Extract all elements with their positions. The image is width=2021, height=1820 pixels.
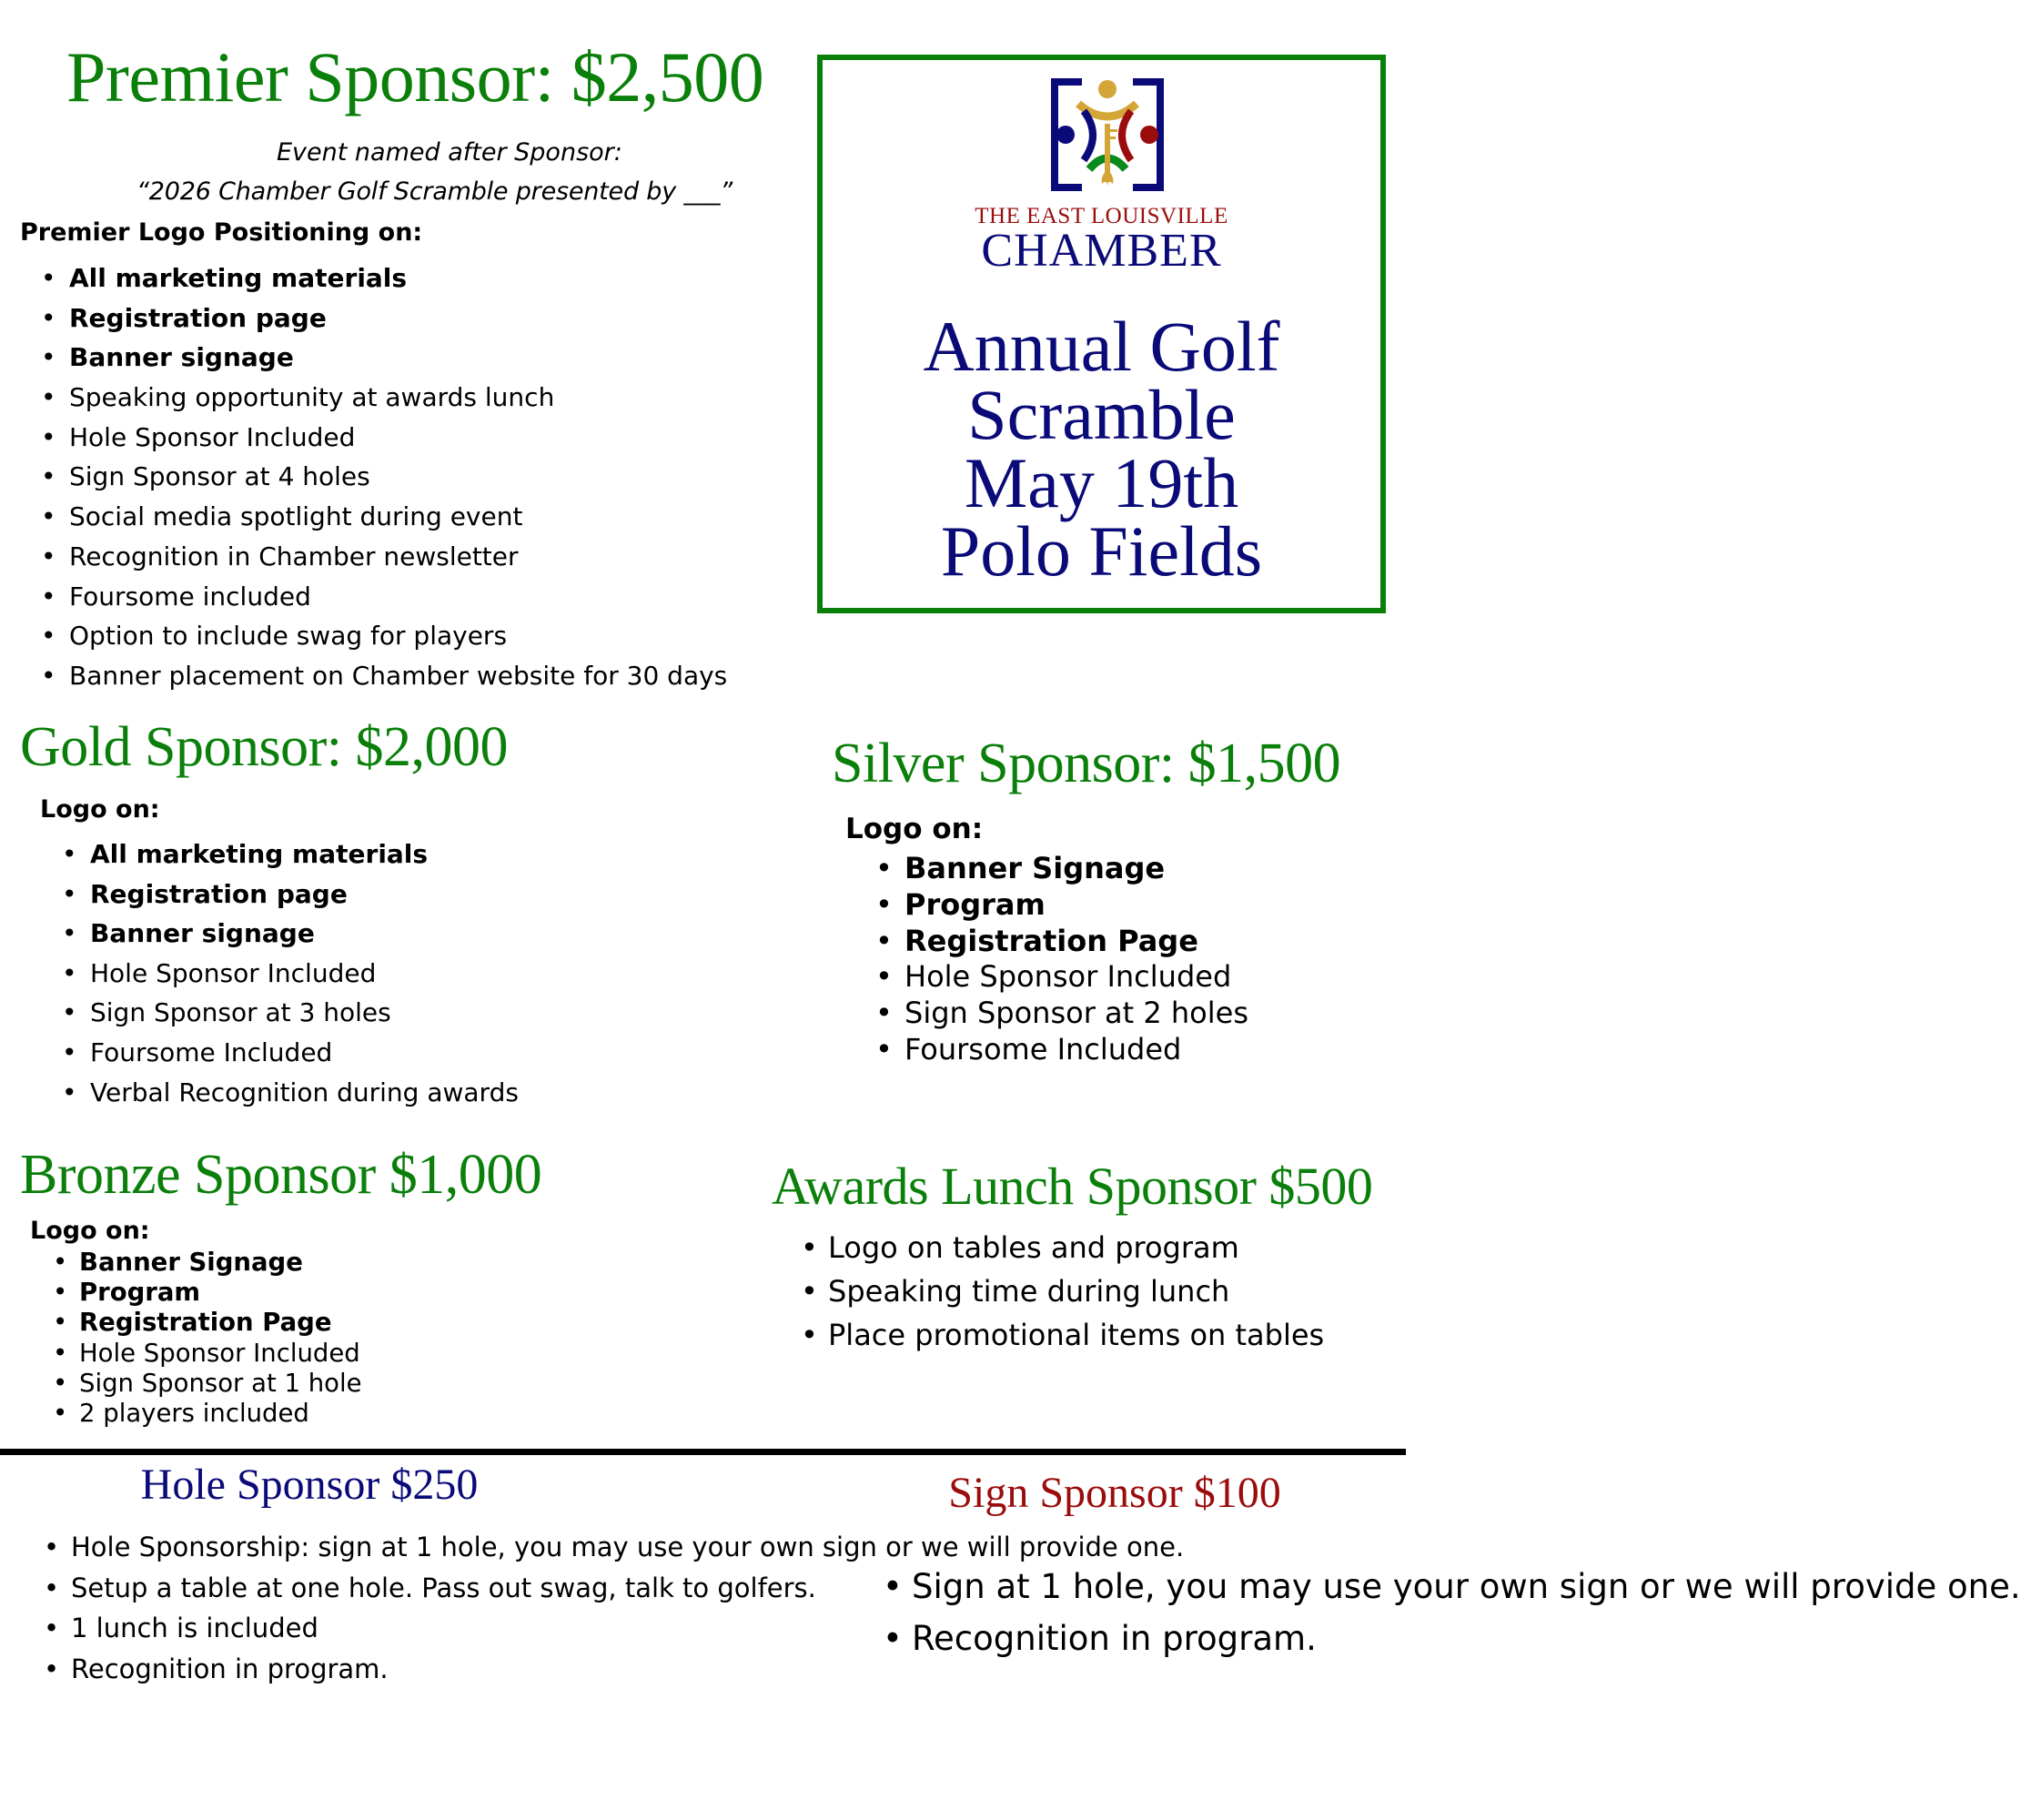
awards-lunch-benefits-list: [801, 1226, 1324, 1357]
list-item: [53, 1339, 362, 1369]
list-item-text: Program: [79, 1278, 201, 1308]
list-item-text: Banner signage: [69, 342, 294, 373]
bullet-icon: •: [875, 996, 893, 1031]
list-item: [41, 338, 727, 378]
list-item-text: Setup a table at one hole. Pass out swag, talk to golfers.: [71, 1572, 816, 1603]
bullet-icon: •: [53, 1278, 68, 1308]
list-item: [53, 1369, 362, 1399]
list-item-text: Foursome Included: [90, 1036, 333, 1067]
bullet-icon: •: [801, 1274, 818, 1309]
list-item: [801, 1269, 1324, 1313]
bullet-icon: •: [801, 1230, 818, 1265]
bullet-icon: •: [53, 1398, 68, 1428]
list-item: [883, 1562, 2021, 1613]
sign-sponsor-benefits-list: [883, 1562, 2021, 1664]
event-date: May 19th: [964, 443, 1239, 522]
list-item-text: Banner signage: [90, 918, 315, 949]
list-item-text: Banner Signage: [79, 1248, 303, 1277]
bullet-icon: •: [41, 263, 56, 293]
list-item: [62, 954, 519, 994]
bullet-icon: •: [62, 957, 77, 988]
list-item-text: Social media spotlight during event: [69, 501, 523, 532]
list-item-text: Recognition in program.: [912, 1618, 1317, 1658]
bullet-icon: •: [53, 1338, 68, 1368]
list-item: [53, 1278, 362, 1308]
list-item: [875, 959, 1248, 996]
event-location: Polo Fields: [940, 511, 1263, 591]
list-item-text: Sign Sponsor at 1 hole: [79, 1368, 362, 1398]
bullet-icon: •: [875, 923, 893, 958]
hole-sponsor-benefits-list: [44, 1527, 1185, 1689]
list-item: [53, 1308, 362, 1338]
bullet-icon: •: [41, 541, 56, 571]
bullet-icon: •: [41, 302, 56, 333]
bullet-icon: •: [41, 421, 56, 452]
list-item: [875, 924, 1248, 960]
section-divider: [0, 1449, 1406, 1455]
premier-subtitle-line1: Event named after Sponsor:: [277, 138, 622, 167]
list-item-text: Hole Sponsor Included: [79, 1338, 360, 1368]
list-item: [41, 258, 727, 298]
list-item-text: Registration page: [69, 302, 327, 333]
list-item: [62, 993, 519, 1033]
list-item-text: Program: [904, 886, 1046, 922]
list-item-text: 2 players included: [79, 1398, 309, 1428]
list-item: [41, 497, 727, 537]
list-item-text: Registration Page: [79, 1308, 332, 1338]
list-item: [41, 616, 727, 656]
bullet-icon: •: [44, 1572, 60, 1603]
list-item-text: Banner Signage: [904, 851, 1166, 885]
list-item-text: Sign Sponsor at 3 holes: [90, 997, 391, 1028]
list-item: [53, 1399, 362, 1429]
hole-sponsor-heading: Hole Sponsor $250: [140, 1461, 479, 1509]
list-item: [44, 1608, 662, 1649]
silver-list-heading: Logo on:: [845, 813, 984, 845]
list-item: [44, 1527, 1185, 1568]
list-item-text: Logo on tables and program: [828, 1230, 1239, 1265]
list-item: [801, 1313, 1324, 1357]
bullet-icon: •: [62, 878, 77, 909]
bullet-icon: •: [62, 918, 77, 949]
list-item: [875, 1032, 1248, 1068]
list-item: [41, 577, 727, 617]
east-louisville-chamber-logo-icon: [1051, 78, 1164, 191]
bullet-icon: •: [62, 839, 77, 869]
list-item-text: Hole Sponsor Included: [69, 421, 356, 452]
gold-list-heading: Logo on:: [40, 795, 160, 824]
bullet-icon: •: [883, 1618, 903, 1658]
list-item: [883, 1613, 1356, 1665]
bullet-icon: •: [62, 1077, 77, 1107]
list-item-text: Speaking time during lunch: [828, 1274, 1230, 1309]
list-item: [801, 1226, 1324, 1269]
bullet-icon: •: [875, 851, 893, 885]
list-item: [62, 834, 519, 875]
chamber-logo-line1: THE EAST LOUISVILLE: [975, 204, 1228, 228]
bullet-icon: •: [53, 1248, 68, 1277]
bronze-sponsor-heading: Bronze Sponsor $1,000: [20, 1144, 542, 1206]
list-item: [41, 298, 727, 339]
bullet-icon: •: [883, 1567, 903, 1606]
chamber-logo-line2: CHAMBER: [981, 225, 1222, 277]
gold-sponsor-heading: Gold Sponsor: $2,000: [20, 716, 508, 778]
awards-lunch-sponsor-heading: Awards Lunch Sponsor $500: [772, 1157, 1373, 1216]
bullet-icon: •: [41, 382, 56, 413]
list-item: [875, 887, 1248, 924]
list-item-text: Verbal Recognition during awards: [90, 1077, 519, 1107]
list-item: [62, 1073, 519, 1113]
bullet-icon: •: [41, 581, 56, 612]
list-item-text: Foursome Included: [904, 1031, 1182, 1067]
list-item: [62, 1033, 519, 1073]
event-title-line1: Annual Golf: [923, 307, 1280, 386]
bullet-icon: •: [62, 997, 77, 1028]
bullet-icon: •: [44, 1613, 60, 1643]
list-item: [41, 418, 727, 458]
list-item: [875, 996, 1248, 1032]
bullet-icon: •: [875, 886, 893, 922]
list-item-text: Sign Sponsor at 4 holes: [69, 461, 370, 492]
bullet-icon: •: [44, 1653, 60, 1684]
list-item-text: All marketing materials: [90, 839, 429, 869]
bullet-icon: •: [41, 621, 56, 652]
bullet-icon: •: [875, 959, 893, 995]
list-item-text: Speaking opportunity at awards lunch: [69, 382, 555, 413]
premier-list-heading: Premier Logo Positioning on:: [20, 218, 423, 247]
bullet-icon: •: [41, 461, 56, 492]
list-item: [44, 1649, 662, 1690]
premier-sponsor-heading: Premier Sponsor: $2,500: [66, 37, 764, 116]
list-item: [41, 656, 727, 696]
list-item-text: Sign at 1 hole, you may use your own sign or we will provide one.: [912, 1567, 2021, 1606]
list-item-text: Hole Sponsor Included: [904, 959, 1232, 995]
bullet-icon: •: [41, 660, 56, 691]
list-item-text: Recognition in Chamber newsletter: [69, 541, 519, 571]
list-item-text: Registration page: [90, 878, 348, 909]
list-item: [53, 1248, 362, 1278]
list-item-text: 1 lunch is included: [71, 1613, 318, 1643]
premier-subtitle-line2: “2026 Chamber Golf Scramble presented by ___”: [136, 177, 733, 206]
list-item: [62, 875, 519, 915]
premier-benefits-list: [41, 258, 727, 696]
list-item-text: Registration Page: [904, 923, 1198, 958]
list-item-text: Foursome included: [69, 581, 311, 612]
gold-benefits-list: [62, 834, 519, 1112]
bullet-icon: •: [41, 342, 56, 373]
bullet-icon: •: [62, 1036, 77, 1067]
list-item: [41, 378, 727, 418]
list-item-text: Recognition in program.: [71, 1653, 389, 1684]
list-item-text: Option to include swag for players: [69, 621, 508, 652]
list-item: [62, 914, 519, 954]
list-item-text: All marketing materials: [69, 263, 408, 293]
bullet-icon: •: [44, 1532, 60, 1562]
bronze-benefits-list: [53, 1248, 362, 1429]
bronze-list-heading: Logo on:: [30, 1217, 150, 1245]
event-title-line2: Scramble: [967, 375, 1236, 454]
silver-benefits-list: [875, 851, 1248, 1068]
list-item-text: Hole Sponsorship: sign at 1 hole, you may use your own sign or we will provide one.: [71, 1532, 1185, 1562]
sign-sponsor-heading: Sign Sponsor $100: [948, 1469, 1281, 1517]
bullet-icon: •: [875, 1031, 893, 1067]
list-item-text: Banner placement on Chamber website for 30 days: [69, 660, 728, 691]
list-item: [41, 537, 727, 577]
list-item-text: Sign Sponsor at 2 holes: [904, 996, 1248, 1031]
list-item: [41, 457, 727, 497]
bullet-icon: •: [41, 501, 56, 532]
bullet-icon: •: [53, 1308, 68, 1338]
silver-sponsor-heading: Silver Sponsor: $1,500: [832, 733, 1341, 794]
bullet-icon: •: [53, 1368, 68, 1398]
bullet-icon: •: [801, 1318, 818, 1352]
list-item: [44, 1568, 816, 1609]
list-item-text: Place promotional items on tables: [828, 1318, 1325, 1352]
list-item-text: Hole Sponsor Included: [90, 957, 377, 988]
list-item: [875, 851, 1248, 887]
